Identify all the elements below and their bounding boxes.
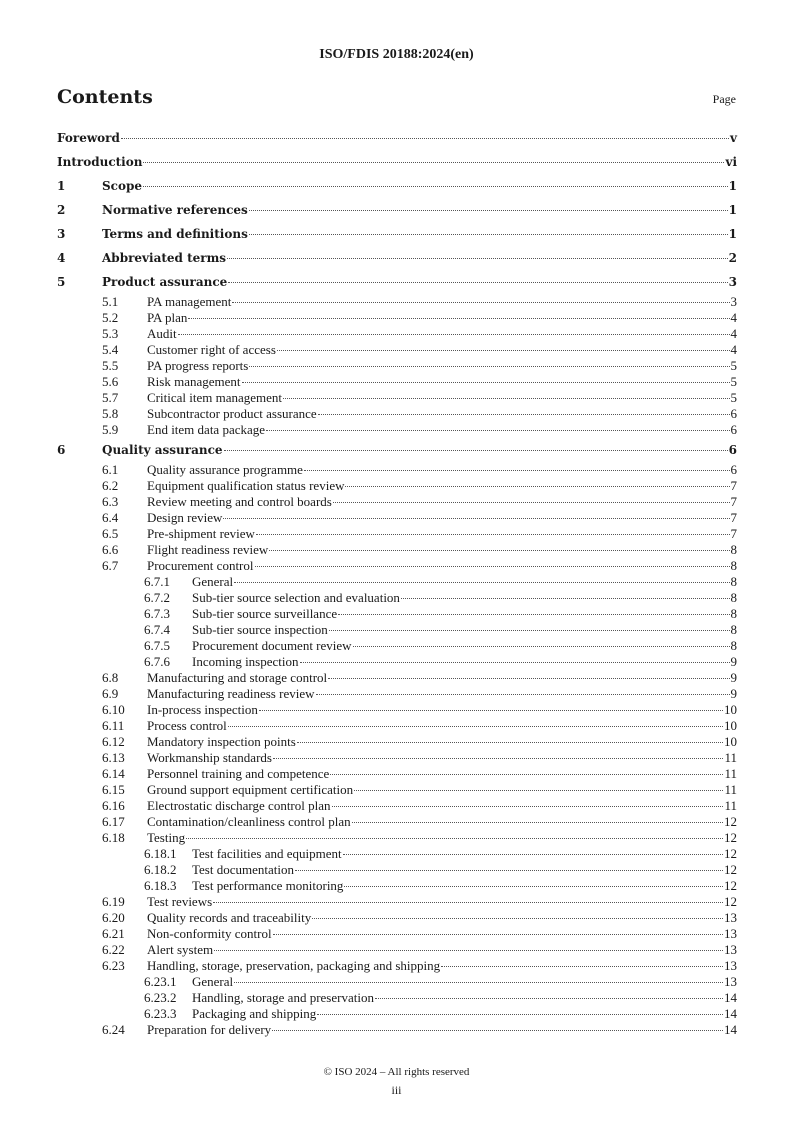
document-header: ISO/FDIS 20188:2024(en): [319, 47, 474, 62]
toc-entry-page: 5: [730, 390, 737, 405]
toc-entry[interactable]: [57, 702, 737, 718]
toc-entry[interactable]: [57, 590, 737, 606]
toc-entry-page: 11: [724, 798, 737, 813]
toc-entry-number: 5.8: [102, 406, 119, 421]
toc-entry-number: 5.7: [102, 390, 119, 405]
copyright-notice: © ISO 2024 – All rights reserved: [323, 1066, 470, 1078]
dot-leader: [330, 774, 723, 775]
toc-entry-page: 5: [730, 374, 737, 389]
toc-entry[interactable]: [57, 574, 737, 590]
toc-entry-title: PA plan: [147, 310, 188, 325]
toc-entry-number: 6.23.1: [144, 974, 177, 989]
toc-entry-title: Preparation for delivery: [147, 1022, 272, 1037]
toc-entry[interactable]: [57, 942, 737, 958]
toc-entry-number: 6.7.2: [144, 590, 170, 605]
toc-entry-title: Abbreviated terms: [102, 251, 227, 265]
toc-entry[interactable]: [57, 1006, 737, 1022]
toc-entry-title: Customer right of access: [147, 342, 276, 357]
toc-entry-title: Normative references: [102, 203, 248, 217]
dot-leader: [338, 614, 729, 615]
toc-entry-title: Quality records and traceability: [147, 910, 312, 925]
toc-entry[interactable]: [57, 198, 737, 222]
toc-entry-page: 4: [730, 310, 737, 325]
dot-leader: [283, 398, 729, 399]
toc-entry[interactable]: [57, 390, 737, 406]
toc-entry[interactable]: [57, 606, 737, 622]
toc-entry-number: 6.17: [102, 814, 125, 829]
toc-entry-number: 6.7.4: [144, 622, 170, 637]
dot-leader: [188, 318, 729, 319]
toc-entry-number: 6.5: [102, 526, 119, 541]
toc-entry[interactable]: [57, 294, 737, 310]
toc-entry-title: Critical item management: [147, 390, 283, 405]
toc-entry-page: 3: [730, 294, 737, 309]
toc-entry-title: Procurement document review: [192, 638, 352, 653]
toc-entry-title: Foreword: [57, 131, 120, 145]
toc-entry-page: 7: [730, 494, 737, 509]
toc-entry[interactable]: [57, 374, 737, 390]
toc-entry-page: 13: [724, 974, 737, 989]
dot-leader: [186, 838, 723, 839]
dot-leader: [266, 430, 729, 431]
dot-leader: [143, 162, 724, 163]
toc-entry[interactable]: [57, 926, 737, 942]
toc-entry-number: 6.7.1: [144, 574, 170, 589]
dot-leader: [213, 902, 723, 903]
toc-entry-page: 12: [724, 894, 737, 909]
toc-entry-page: 9: [730, 654, 737, 669]
toc-entry-title: Terms and definitions: [102, 227, 248, 241]
dot-leader: [272, 1030, 723, 1031]
toc-entry-page: 11: [724, 766, 737, 781]
toc-entry-page: 4: [730, 342, 737, 357]
dot-leader: [227, 258, 728, 259]
toc-entry-number: 6.8: [102, 670, 119, 685]
toc-entry-number: 6.18.3: [144, 878, 177, 893]
dot-leader: [375, 998, 723, 999]
toc-entry-page: v: [730, 131, 737, 145]
toc-entry-title: Subcontractor product assurance: [147, 406, 317, 421]
toc-entry-title: Workmanship standards: [147, 750, 272, 765]
dot-leader: [249, 210, 728, 211]
toc-entry-title: Quality assurance programme: [147, 462, 303, 477]
toc-entry-page: 1: [728, 179, 737, 193]
toc-entry-number: 6.22: [102, 942, 125, 957]
toc-entry[interactable]: [57, 686, 737, 702]
toc-entry[interactable]: [57, 222, 737, 246]
toc-entry-page: 13: [724, 926, 737, 941]
toc-entry-number: 6.19: [102, 894, 125, 909]
toc-entry-page: 10: [724, 718, 737, 733]
toc-entry[interactable]: [57, 270, 737, 294]
dot-leader: [269, 550, 729, 551]
toc-entry-number: 6.23.3: [144, 1006, 177, 1021]
toc-entry-title: General: [192, 974, 234, 989]
dot-leader: [401, 598, 730, 599]
toc-entry-number: 6.11: [102, 718, 125, 733]
toc-entry-title: Contamination/cleanliness control plan: [147, 814, 351, 829]
dot-leader: [332, 806, 724, 807]
toc-entry-page: 14: [724, 990, 737, 1005]
toc-entry[interactable]: [57, 326, 737, 342]
toc-entry[interactable]: [57, 878, 737, 894]
toc-entry-number: 5.5: [102, 358, 119, 373]
toc-entry[interactable]: [57, 670, 737, 686]
toc-entry-title: Product assurance: [102, 275, 228, 289]
toc-entry[interactable]: [57, 246, 737, 270]
dot-leader: [297, 742, 723, 743]
toc-entry-title: Review meeting and control boards: [147, 494, 332, 509]
toc-entry[interactable]: [57, 846, 737, 862]
toc-entry-number: 6.18: [102, 830, 125, 845]
toc-entry-number: 6: [57, 443, 66, 457]
toc-entry-page: 3: [728, 275, 737, 289]
toc-entry-page: 2: [728, 251, 737, 265]
dot-leader: [328, 678, 729, 679]
dot-leader: [312, 918, 723, 919]
toc-entry[interactable]: [57, 654, 737, 670]
dot-leader: [234, 582, 729, 583]
toc-entry-page: 6: [730, 406, 737, 421]
toc-entry[interactable]: [57, 438, 737, 462]
dot-leader: [273, 934, 723, 935]
page-number: iii: [391, 1083, 402, 1097]
toc-entry-title: Alert system: [147, 942, 214, 957]
toc-entry-number: 6.7.3: [144, 606, 170, 621]
toc-entry-page: 4: [730, 326, 737, 341]
dot-leader: [300, 662, 730, 663]
toc-entry-page: 11: [724, 782, 737, 797]
toc-entry-title: Audit: [147, 326, 177, 341]
toc-entry-number: 6.13: [102, 750, 125, 765]
toc-entry-page: vi: [725, 155, 737, 169]
toc-entry[interactable]: [57, 718, 737, 734]
toc-entry-title: Quality assurance: [102, 443, 223, 457]
toc-entry[interactable]: [57, 974, 737, 990]
toc-entry-title: General: [192, 574, 234, 589]
toc-entry-page: 8: [730, 606, 737, 621]
toc-entry-title: Equipment qualification status review: [147, 478, 345, 493]
toc-entry-number: 6.24: [102, 1022, 125, 1037]
toc-entry[interactable]: [57, 358, 737, 374]
toc-entry-title: PA management: [147, 294, 232, 309]
toc-entry-number: 6.20: [102, 910, 125, 925]
toc-entry[interactable]: [57, 558, 737, 574]
dot-leader: [353, 646, 730, 647]
dot-leader: [318, 414, 730, 415]
dot-leader: [273, 758, 724, 759]
dot-leader: [317, 1014, 723, 1015]
toc-entry-page: 6: [730, 462, 737, 477]
toc-entry-title: Procurement control: [147, 558, 254, 573]
toc-entry-title: Personnel training and competence: [147, 766, 330, 781]
toc-entry[interactable]: [57, 126, 737, 150]
toc-entry[interactable]: [57, 542, 737, 558]
toc-entry-page: 10: [724, 702, 737, 717]
toc-entry-number: 4: [57, 251, 66, 265]
toc-entry-number: 6.14: [102, 766, 125, 781]
toc-entry-title: Packaging and shipping: [192, 1006, 317, 1021]
dot-leader: [343, 854, 723, 855]
toc-entry-page: 13: [724, 958, 737, 973]
toc-entry-page: 7: [730, 510, 737, 525]
page-title: Contents: [57, 86, 153, 108]
toc-entry[interactable]: [57, 494, 737, 510]
toc-entry-number: 6.23: [102, 958, 125, 973]
toc-entry-number: 3: [57, 227, 66, 241]
toc-entry-page: 12: [724, 814, 737, 829]
toc-entry[interactable]: [57, 622, 737, 638]
dot-leader: [329, 630, 730, 631]
toc-entry-title: Non-conformity control: [147, 926, 272, 941]
toc-entry-title: Manufacturing and storage control: [147, 670, 328, 685]
toc-entry[interactable]: [57, 422, 737, 438]
toc-entry-page: 8: [730, 638, 737, 653]
toc-entry[interactable]: [57, 734, 737, 750]
toc-entry-page: 6: [730, 422, 737, 437]
toc-entry-title: Sub-tier source surveillance: [192, 606, 338, 621]
toc-entry-page: 10: [724, 734, 737, 749]
toc-entry-number: 6.2: [102, 478, 119, 493]
toc-entry-title: Test facilities and equipment: [192, 846, 342, 861]
toc-entry-number: 6.16: [102, 798, 125, 813]
toc-entry-number: 6.9: [102, 686, 119, 701]
dot-leader: [316, 694, 730, 695]
dot-leader: [352, 822, 723, 823]
toc-entry-page: 14: [724, 1006, 737, 1021]
toc-entry[interactable]: [57, 830, 737, 846]
dot-leader: [232, 302, 729, 303]
dot-leader: [259, 710, 723, 711]
toc-entry-number: 6.7.5: [144, 638, 170, 653]
toc-entry-page: 8: [730, 622, 737, 637]
toc-entry-title: Pre-shipment review: [147, 526, 255, 541]
toc-entry-number: 6.4: [102, 510, 119, 525]
toc-entry-number: 5.4: [102, 342, 119, 357]
toc-entry-number: 6.18.1: [144, 846, 177, 861]
toc-entry[interactable]: [57, 342, 737, 358]
toc-entry-number: 5.6: [102, 374, 119, 389]
toc-entry-number: 1: [57, 179, 66, 193]
toc-entry-title: Ground support equipment certification: [147, 782, 354, 797]
dot-leader: [255, 566, 730, 567]
toc-entry[interactable]: [57, 526, 737, 542]
toc-entry-title: Test documentation: [192, 862, 294, 877]
toc-entry-page: 1: [728, 227, 737, 241]
toc-entry-title: Handling, storage, preservation, packaging and shipping: [147, 958, 441, 973]
toc-entry-number: 6.12: [102, 734, 125, 749]
dot-leader: [256, 534, 730, 535]
toc-entry[interactable]: [57, 910, 737, 926]
toc-entry-title: PA progress reports: [147, 358, 249, 373]
toc-entry-title: Mandatory inspection points: [147, 734, 296, 749]
dot-leader: [228, 282, 727, 283]
table-of-contents: [57, 126, 737, 1038]
toc-entry-title: Manufacturing readiness review: [147, 686, 315, 701]
dot-leader: [228, 726, 723, 727]
dot-leader: [234, 982, 723, 983]
dot-leader: [143, 186, 728, 187]
toc-entry-title: Handling, storage and preservation: [192, 990, 374, 1005]
toc-entry[interactable]: [57, 750, 737, 766]
dot-leader: [249, 366, 729, 367]
dot-leader: [295, 870, 723, 871]
toc-entry-page: 12: [724, 878, 737, 893]
toc-entry-title: Risk management: [147, 374, 241, 389]
toc-entry-title: Flight readiness review: [147, 542, 269, 557]
dot-leader: [242, 382, 730, 383]
dot-leader: [249, 234, 728, 235]
toc-entry-title: Sub-tier source selection and evaluation: [192, 590, 400, 605]
toc-entry-number: 6.23.2: [144, 990, 177, 1005]
toc-entry-page: 7: [730, 526, 737, 541]
toc-entry-title: Incoming inspection: [192, 654, 299, 669]
toc-entry[interactable]: [57, 462, 737, 478]
toc-entry[interactable]: [57, 478, 737, 494]
dot-leader: [354, 790, 723, 791]
toc-entry-title: Scope: [102, 179, 143, 193]
toc-entry-number: 6.18.2: [144, 862, 177, 877]
dot-leader: [178, 334, 730, 335]
toc-entry-number: 6.10: [102, 702, 125, 717]
toc-entry-title: Design review: [147, 510, 223, 525]
toc-entry-title: Test performance monitoring: [192, 878, 344, 893]
dot-leader: [304, 470, 730, 471]
toc-entry[interactable]: [57, 958, 737, 974]
toc-entry-page: 1: [728, 203, 737, 217]
toc-entry-number: 6.7: [102, 558, 119, 573]
toc-entry[interactable]: [57, 310, 737, 326]
toc-entry-number: 5.1: [102, 294, 119, 309]
page-column-label: Page: [712, 92, 736, 106]
toc-entry-number: 6.15: [102, 782, 125, 797]
toc-entry-page: 12: [724, 846, 737, 861]
toc-entry-page: 5: [730, 358, 737, 373]
toc-entry[interactable]: [57, 174, 737, 198]
toc-entry-page: 8: [730, 574, 737, 589]
toc-entry[interactable]: [57, 814, 737, 830]
toc-entry-number: 5: [57, 275, 66, 289]
toc-entry-page: 9: [730, 670, 737, 685]
toc-entry-page: 9: [730, 686, 737, 701]
toc-entry[interactable]: [57, 862, 737, 878]
toc-entry-title: Introduction: [57, 155, 143, 169]
dot-leader: [344, 886, 723, 887]
toc-entry-number: 6.3: [102, 494, 119, 509]
toc-entry-page: 12: [724, 830, 737, 845]
toc-entry[interactable]: [57, 638, 737, 654]
toc-entry-number: 6.1: [102, 462, 119, 477]
toc-entry-title: End item data package: [147, 422, 266, 437]
toc-entry-number: 6.6: [102, 542, 119, 557]
dot-leader: [277, 350, 730, 351]
toc-entry-page: 13: [724, 942, 737, 957]
toc-entry-page: 7: [730, 478, 737, 493]
toc-entry[interactable]: [57, 1022, 737, 1038]
dot-leader: [333, 502, 730, 503]
dot-leader: [345, 486, 729, 487]
dot-leader: [214, 950, 723, 951]
toc-entry-title: Testing: [147, 830, 186, 845]
toc-entry[interactable]: [57, 798, 737, 814]
toc-entry[interactable]: [57, 510, 737, 526]
toc-entry[interactable]: [57, 894, 737, 910]
toc-entry[interactable]: [57, 766, 737, 782]
toc-entry[interactable]: [57, 990, 737, 1006]
toc-entry-number: 2: [57, 203, 66, 217]
toc-entry-number: 5.3: [102, 326, 119, 341]
dot-leader: [223, 518, 729, 519]
toc-entry-page: 8: [730, 558, 737, 573]
toc-entry-number: 5.9: [102, 422, 119, 437]
dot-leader: [441, 966, 723, 967]
toc-entry-page: 14: [724, 1022, 737, 1037]
toc-entry-title: Test reviews: [147, 894, 213, 909]
dot-leader: [121, 138, 729, 139]
toc-entry[interactable]: [57, 406, 737, 422]
toc-entry-number: 6.7.6: [144, 654, 170, 669]
toc-entry-page: 8: [730, 590, 737, 605]
toc-entry-page: 13: [724, 910, 737, 925]
toc-entry-number: 5.2: [102, 310, 119, 325]
toc-entry-page: 6: [728, 443, 737, 457]
dot-leader: [224, 450, 728, 451]
toc-entry-title: In-process inspection: [147, 702, 258, 717]
toc-entry-title: Sub-tier source inspection: [192, 622, 328, 637]
toc-entry-page: 12: [724, 862, 737, 877]
toc-entry-number: 6.21: [102, 926, 125, 941]
toc-entry-title: Process control: [147, 718, 227, 733]
toc-entry-title: Electrostatic discharge control plan: [147, 798, 331, 813]
toc-entry-page: 11: [724, 750, 737, 765]
toc-entry[interactable]: [57, 782, 737, 798]
toc-entry-page: 8: [730, 542, 737, 557]
toc-entry[interactable]: [57, 150, 737, 174]
